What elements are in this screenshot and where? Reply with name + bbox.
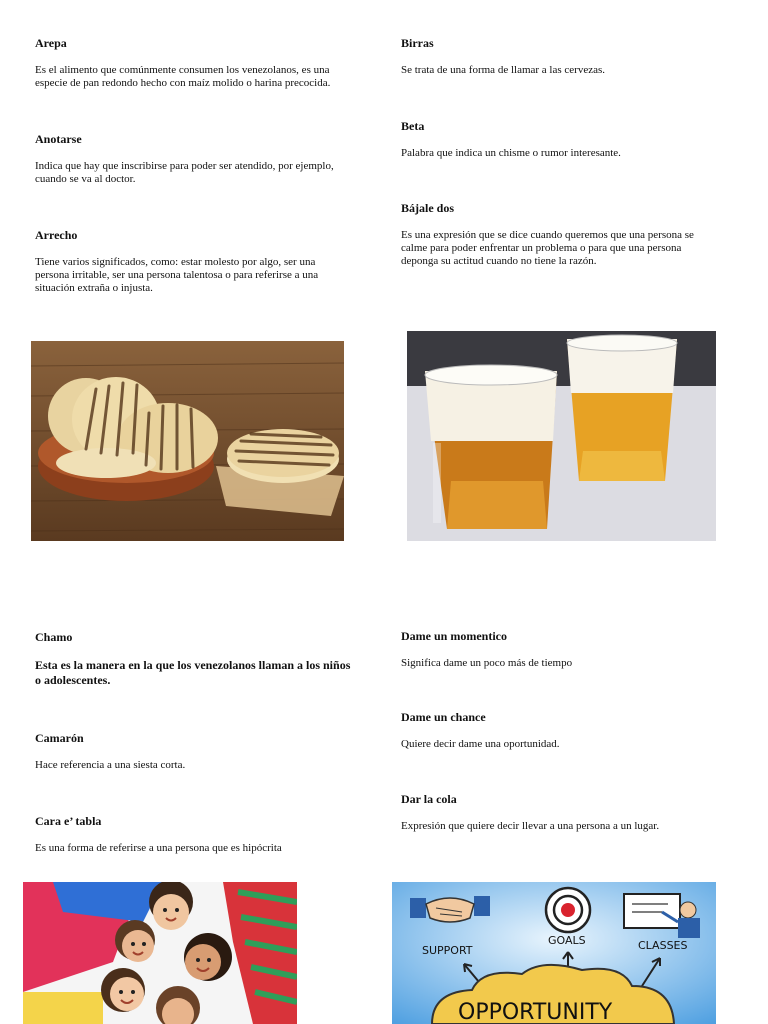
definition-arepa: Es el alimento que comúnmente consumen los venezolanos, es una especie de pan redondo hecho con maíz molido o harina precocida. bbox=[35, 64, 331, 89]
definition-camaron: Hace referencia a una siesta corta. bbox=[35, 759, 186, 771]
goals-label: GOALS bbox=[548, 934, 586, 947]
definition-birras: Se trata de una forma de llamar a las cervezas. bbox=[401, 64, 606, 76]
entry-dar-la-cola bbox=[401, 792, 721, 833]
term-birras: Birras bbox=[401, 36, 434, 50]
entry-camaron bbox=[35, 731, 355, 772]
term-camaron: Camarón bbox=[35, 731, 84, 745]
entry-anotarse bbox=[35, 132, 355, 186]
arepa-photo bbox=[31, 341, 344, 541]
definition-dame-un-momentico: Significa dame un poco más de tiempo bbox=[401, 657, 573, 669]
definition-beta: Palabra que indica un chisme o rumor interesante. bbox=[401, 147, 621, 159]
term-dame-un-chance: Dame un chance bbox=[401, 710, 486, 724]
term-chamo: Chamo bbox=[35, 630, 73, 644]
definition-arrecho: Tiene varios significados, como: estar molesto por algo, ser una persona irritable, ser una persona talentosa o para referirse a una situación extraña o injusta. bbox=[35, 256, 319, 294]
entry-arepa bbox=[35, 36, 355, 90]
entry-chamo bbox=[35, 630, 355, 688]
beer-photo bbox=[407, 331, 716, 541]
opportunity-illustration bbox=[392, 882, 716, 1024]
definition-dar-la-cola: Expresión que quiere decir llevar a una persona a un lugar. bbox=[401, 820, 660, 832]
definition-chamo: Esta es la manera en la que los venezolanos llaman a los niños o adolescentes. bbox=[35, 658, 351, 687]
term-cara-e-tabla: Cara e’ tabla bbox=[35, 814, 102, 828]
entry-cara-e-tabla bbox=[35, 814, 355, 855]
term-arrecho: Arrecho bbox=[35, 228, 78, 242]
target-icon bbox=[546, 888, 590, 932]
children-photo bbox=[23, 882, 297, 1024]
entry-dame-un-chance bbox=[401, 710, 721, 751]
entry-dame-un-momentico bbox=[401, 629, 721, 670]
term-beta: Beta bbox=[401, 119, 425, 133]
classes-label: CLASSES bbox=[638, 939, 688, 952]
entry-beta bbox=[401, 119, 721, 160]
term-bajale-dos: Bájale dos bbox=[401, 201, 455, 215]
entry-bajale-dos bbox=[401, 201, 721, 268]
opportunity-label: OPPORTUNITY bbox=[458, 1000, 613, 1024]
entry-birras bbox=[401, 36, 721, 77]
entry-arrecho bbox=[35, 228, 345, 295]
definition-dame-un-chance: Quiere decir dame una oportunidad. bbox=[401, 738, 560, 750]
term-dar-la-cola: Dar la cola bbox=[401, 792, 457, 806]
term-anotarse: Anotarse bbox=[35, 132, 82, 146]
definition-cara-e-tabla: Es una forma de referirse a una persona que es hipócrita bbox=[35, 842, 282, 854]
support-label: SUPPORT bbox=[422, 944, 473, 957]
term-dame-un-momentico: Dame un momentico bbox=[401, 629, 507, 643]
term-arepa: Arepa bbox=[35, 36, 67, 50]
definition-bajale-dos: Es una expresión que se dice cuando queremos que una persona se calme para poder enfrentar un problema o para que una persona deponga su actitud cuando no tiene la razón. bbox=[401, 229, 694, 267]
definition-anotarse: Indica que hay que inscribirse para poder ser atendido, por ejemplo, cuando se va al doctor. bbox=[35, 160, 334, 185]
